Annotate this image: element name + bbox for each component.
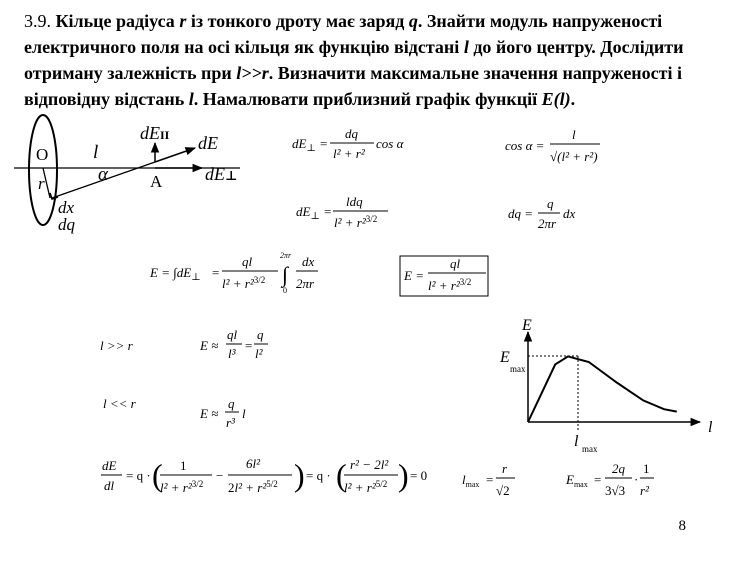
svg-text:l² + r²3/2: l² + r²$^{3/2}$ bbox=[160, 479, 204, 495]
svg-text:l³: l³ bbox=[228, 346, 236, 361]
svg-text:√(l² + r²): √(l² + r²) bbox=[550, 149, 598, 164]
dE-arrow bbox=[155, 148, 195, 162]
formula-derivative bbox=[101, 456, 427, 495]
svg-text:2πr: 2πr bbox=[538, 216, 557, 231]
svg-text:q: q bbox=[257, 327, 264, 342]
graph-lmax-sub: max bbox=[582, 444, 598, 454]
svg-text:q: q bbox=[228, 396, 235, 411]
svg-text:l² + r²3/2: l² + r²$^{3/2}$ bbox=[428, 277, 472, 293]
svg-text:1: 1 bbox=[643, 461, 650, 476]
label-l: l bbox=[93, 142, 99, 163]
svg-text:=: = bbox=[245, 338, 253, 353]
formula-E-integral bbox=[149, 251, 318, 295]
svg-text:dx: dx bbox=[563, 206, 576, 221]
svg-text:2πr: 2πr bbox=[296, 276, 315, 291]
label-dq: dq bbox=[58, 215, 75, 234]
formula-dEperp-ldq bbox=[296, 194, 388, 230]
svg-text:l: l bbox=[242, 406, 246, 421]
svg-text:(: ( bbox=[152, 457, 163, 493]
svg-text:= q ·: = q · bbox=[306, 468, 331, 483]
graph-emax-label: E bbox=[500, 349, 510, 366]
svg-text:l² + r²: l² + r² bbox=[333, 146, 365, 161]
graph-x-label: l bbox=[708, 419, 713, 436]
svg-text:dq =: dq = bbox=[508, 206, 534, 221]
svg-text:1: 1 bbox=[180, 458, 187, 473]
formula-dEperp-cos bbox=[292, 126, 405, 161]
label-dE-par: dEII bbox=[140, 123, 170, 143]
svg-text:dE⊥: $dE_\perp$ bbox=[296, 204, 320, 222]
problem-statement: 3.9. Кільце радіуса r із тонкого дроту має заряд q. Знайти модуль напруженості електричного поля на осі кільця як функцію відстані l до його центру. Дослідити отриману залежність при l>>r. Визначити максимальне значення напруженості і відповідну відстань l. Намалювати приблизний графік функції E(l). bbox=[24, 11, 684, 109]
svg-text:3√3: 3√3 bbox=[605, 483, 626, 498]
page-number: 8 bbox=[678, 518, 686, 534]
svg-text:2l² + r²5/2: 2l² + r²$^{5/2}$ bbox=[228, 479, 278, 495]
svg-text:r² − 2l²: r² − 2l² bbox=[350, 457, 389, 472]
graph-lmax-label: l bbox=[574, 433, 579, 450]
svg-text:ql: ql bbox=[227, 327, 238, 342]
svg-text:·: · bbox=[634, 472, 639, 487]
graph-curve bbox=[528, 356, 677, 422]
svg-text:E ≈: E ≈ bbox=[200, 338, 219, 353]
label-A: A bbox=[150, 172, 163, 191]
svg-text:dE⊥: $dE_\perp$ bbox=[292, 136, 316, 154]
svg-text:=: = bbox=[324, 204, 332, 219]
svg-text:ql: ql bbox=[450, 256, 461, 271]
graph-y-label: E bbox=[522, 317, 532, 334]
svg-text:dx: dx bbox=[302, 254, 315, 269]
svg-text:2q: 2q bbox=[612, 461, 625, 476]
svg-text:6l²: 6l² bbox=[246, 456, 261, 471]
svg-text:cos α: cos α bbox=[376, 136, 404, 151]
label-dx: dx bbox=[58, 198, 75, 217]
svg-text:ldq: ldq bbox=[346, 194, 363, 209]
svg-text:−: − bbox=[216, 468, 224, 483]
svg-text:): ) bbox=[398, 457, 409, 493]
svg-text:q: q bbox=[547, 196, 554, 211]
svg-text:l² + r²3/2: l² + r²$^{3/2}$ bbox=[334, 214, 378, 230]
ring-diagram bbox=[14, 115, 240, 234]
svg-text:): ) bbox=[294, 457, 305, 493]
label-O: O bbox=[36, 145, 49, 164]
graph-emax-sub: max bbox=[510, 364, 526, 374]
svg-text:ql: ql bbox=[242, 254, 253, 269]
svg-text:=: = bbox=[212, 265, 220, 280]
svg-text:cos α =: cos α = bbox=[505, 138, 545, 153]
svg-text:l² + r²5/2: l² + r²$^{5/2}$ bbox=[344, 479, 388, 495]
graph-E-of-l bbox=[499, 317, 713, 454]
svg-text:0: 0 bbox=[283, 286, 287, 295]
svg-text:= 0: = 0 bbox=[410, 468, 428, 483]
svg-text:=: = bbox=[320, 136, 328, 151]
svg-text:l² + r²3/2: l² + r²$^{3/2}$ bbox=[222, 275, 266, 291]
svg-text:r: r bbox=[502, 461, 508, 476]
svg-text:dq: dq bbox=[345, 126, 358, 141]
label-alpha: α bbox=[98, 164, 108, 185]
svg-text:2πr: 2πr bbox=[280, 251, 292, 260]
svg-text:(: ( bbox=[336, 457, 347, 493]
cond-near: l << r bbox=[103, 396, 136, 411]
svg-text:=: = bbox=[594, 472, 602, 487]
cond-far: l >> r bbox=[100, 338, 133, 353]
formula-cosalpha bbox=[505, 127, 600, 164]
problem-number: 3.9. bbox=[24, 11, 51, 31]
formula-E-boxed bbox=[400, 256, 488, 296]
formula-far bbox=[199, 327, 268, 361]
svg-text:√2: √2 bbox=[496, 483, 510, 498]
formula-near bbox=[199, 396, 246, 430]
svg-text:r²: r² bbox=[640, 483, 649, 498]
svg-text:∫: ∫ bbox=[282, 262, 289, 287]
svg-text:dE: dE bbox=[102, 458, 117, 473]
svg-text:Emax: $E_{max}$ bbox=[566, 472, 588, 489]
svg-text:l: l bbox=[572, 127, 576, 142]
svg-text:E ≈: E ≈ bbox=[200, 406, 219, 421]
formula-dq bbox=[508, 196, 576, 231]
svg-text:=: = bbox=[486, 472, 494, 487]
label-r: r bbox=[38, 174, 45, 193]
label-dE-perp: dE⊥ bbox=[205, 164, 238, 184]
svg-text:E = ∫dE⊥: $E = \int dE_\perp$ bbox=[150, 265, 201, 283]
svg-text:lmax: $l_{max}$ bbox=[462, 472, 480, 489]
formula-lmax bbox=[462, 461, 515, 498]
formula-Emax bbox=[565, 461, 654, 498]
svg-text:= q ·: = q · bbox=[126, 468, 151, 483]
label-dE: dE bbox=[198, 133, 218, 153]
svg-text:l²: l² bbox=[255, 346, 263, 361]
svg-text:dl: dl bbox=[104, 478, 115, 493]
svg-text:E =: E = bbox=[404, 268, 424, 283]
svg-text:r³: r³ bbox=[226, 415, 235, 430]
